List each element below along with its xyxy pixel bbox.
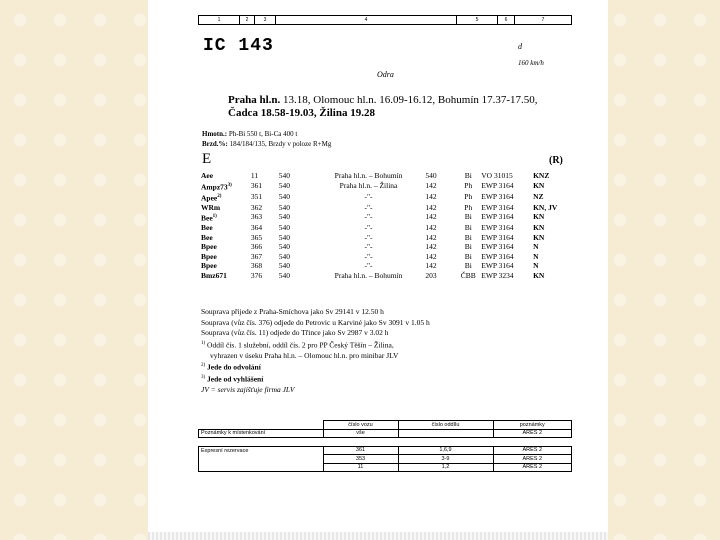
consist-to: Bi [464, 212, 472, 221]
consist-number: 11 [250, 171, 259, 180]
table-header: číslo vozu [323, 421, 398, 430]
table-row [201, 233, 573, 243]
consist-to: Bi [464, 223, 472, 232]
train-name: Odra [377, 70, 394, 79]
consist-number: 361 [250, 180, 263, 190]
consist-number: 363 [250, 212, 263, 221]
note-line: JV = servis zajišťuje firma JLV [201, 385, 295, 394]
table-cell [199, 421, 324, 430]
consist-sign: NZ [533, 191, 544, 201]
consist-number: 365 [250, 232, 263, 242]
table-row [201, 212, 573, 223]
consist-vo: EWP 3164 [481, 212, 514, 221]
consist-line2: 142 [425, 232, 437, 242]
consist-line: 540 [278, 232, 291, 242]
consist-type-label: Bmz671 [201, 270, 227, 280]
column-header: 2 [240, 16, 255, 24]
consist-line2: 142 [425, 223, 437, 232]
table-row [201, 242, 573, 252]
consist-line: 540 [278, 202, 291, 212]
table-cell [398, 438, 493, 447]
table-cell: 1,2 [398, 463, 493, 472]
consist-sign: N [533, 261, 539, 270]
consist-line2: 142 [425, 191, 437, 201]
route-line-2 [228, 107, 568, 120]
table-cell: ARES 2 [493, 429, 572, 438]
e-mark: E [202, 151, 212, 167]
table-cell [199, 438, 324, 447]
note-marker: 3) [201, 375, 206, 380]
consist-type [201, 233, 251, 243]
column-header: 1 [199, 16, 240, 24]
consist-type [201, 181, 251, 192]
table-row [201, 203, 573, 213]
note-line: vyhrazen v úseku Praha hl.n. – Olomouc hl.n. pro minibar JLV [210, 350, 399, 360]
consist-type-label: WRm [201, 202, 221, 212]
consist-type-label: Apee [201, 193, 218, 202]
bottom-strip [148, 532, 608, 540]
table-cell [199, 463, 324, 472]
consist-to: Ph [464, 202, 473, 212]
consist-type-marker: 3) [227, 182, 232, 188]
table-row [201, 223, 573, 233]
consist-type-label: Aee [201, 171, 214, 180]
table-cell [323, 438, 398, 447]
brake-label: Brzd.%: [202, 140, 228, 148]
brake-line [202, 139, 331, 149]
consist-route: -"- [364, 261, 373, 270]
column-header: 4 [276, 16, 457, 24]
consist-route: -"- [364, 223, 373, 232]
consist-type [201, 192, 251, 203]
consist-number: 351 [250, 191, 263, 201]
consist-vo: EWP 3164 [481, 223, 514, 232]
train-speed: 160 km/h [518, 59, 544, 67]
route-stops: 13.18, Olomouc hl.n. 16.09-16.12, Bohumín 17.37-17.50, [283, 94, 538, 106]
consist-line: 540 [278, 191, 291, 201]
table-cell: vše [323, 429, 398, 438]
consist-to: Bi [464, 171, 472, 180]
consist-line2: 142 [425, 202, 437, 212]
note-line: Souprava přijede z Praha-Smíchova jako Sv 29141 v 12.50 h [201, 307, 384, 316]
note-line: Souprava (vůz čís. 11) odjede do Třince jako Sv 2987 v 3.02 h [201, 328, 389, 337]
consist-sign: N [533, 251, 539, 261]
consist-type-marker: 1) [212, 214, 217, 219]
consist-sign: N [533, 242, 539, 251]
consist-line: 540 [278, 270, 291, 280]
consist-line: 540 [278, 212, 291, 221]
column-header: 7 [541, 17, 545, 23]
note-marker: 1) [201, 340, 206, 346]
column-header-table [198, 15, 572, 25]
mass-line [202, 129, 331, 139]
consist-sign: KN [533, 270, 545, 280]
table-row [201, 271, 573, 281]
table-row [201, 261, 573, 271]
consist-route: Praha hl.n. – Žilina [339, 180, 398, 190]
consist-route: -"- [364, 191, 373, 201]
table-cell: ARES 2 [493, 463, 572, 472]
train-category: d [518, 42, 522, 51]
consist-line: 540 [278, 242, 291, 251]
consist-to: Bi [464, 232, 472, 242]
table-row [199, 463, 572, 472]
consist-route: Praha hl.n. – Bohumín [334, 171, 403, 180]
consist-sign: KN [533, 212, 545, 221]
consist-number: 362 [250, 202, 263, 212]
table-row [201, 252, 573, 262]
consist-vo: EWP 3234 [481, 270, 514, 280]
consist-route: -"- [364, 232, 373, 242]
train-title: IC 143 [203, 36, 274, 56]
notes-block [201, 307, 573, 396]
consist-number: 368 [250, 261, 263, 270]
table-cell: 361 [323, 446, 398, 455]
consist-type [201, 271, 251, 281]
consist-type-label: Bpee [201, 242, 217, 251]
consist-route: -"- [364, 212, 373, 221]
consist-type-label: Bpee [201, 261, 217, 270]
table-cell [199, 455, 324, 464]
brake-value: 184/184/135, Brzdy v poloze R+Mg [229, 140, 332, 148]
consist-sign: KN, JV [533, 202, 558, 212]
table-cell: ARES 2 [493, 446, 572, 455]
consist-type [201, 223, 251, 233]
consist-to: Bi [464, 251, 472, 261]
consist-vo: EWP 3164 [481, 202, 514, 212]
consist-type [201, 252, 251, 262]
consist-number: 366 [250, 242, 263, 251]
consist-vo: EWP 3164 [481, 261, 514, 270]
consist-vo: EWP 3164 [481, 180, 514, 190]
consist-type [201, 171, 251, 181]
table-cell: ARES 2 [493, 455, 572, 464]
consist-line2: 142 [425, 261, 437, 270]
consist-to: Ph [464, 191, 473, 201]
table-header: poznámky [493, 421, 572, 430]
table-row [199, 421, 572, 430]
consist-type-marker: 2) [217, 193, 222, 199]
table-row [201, 171, 573, 181]
table-cell [493, 438, 572, 447]
consist-type-label: Bpee [201, 251, 217, 261]
consist-route: -"- [364, 242, 373, 251]
table-row [199, 429, 572, 438]
table-cell [398, 429, 493, 438]
table-cell: Poznámky k místenkování [199, 429, 324, 438]
consist-sign: KN [533, 232, 545, 242]
note-line: Souprava (vůz čís. 376) odjede do Petrovic u Karviné jako Sv 3091 v 1.05 h [201, 317, 430, 327]
consist-line2: 142 [425, 180, 437, 190]
table-row [201, 181, 573, 192]
consist-vo: EWP 3164 [481, 232, 514, 242]
note-text: Oddíl čís. 1 služební, oddíl čís. 2 pro PP Český Těšín – Žilina, [207, 340, 394, 349]
note-line [201, 373, 573, 385]
consist-type-label: Bee [201, 223, 213, 232]
consist-vo: EWP 3164 [481, 242, 514, 251]
mass-value: Ph-Bi 550 t, Bi-Ca 400 t [228, 130, 298, 138]
mass-brake-block [202, 129, 331, 149]
consist-type [201, 242, 251, 252]
mass-label: Hmotn.: [202, 130, 228, 138]
consist-line2: 142 [425, 242, 437, 251]
consist-table [201, 171, 573, 280]
consist-line2: 142 [425, 212, 437, 221]
consist-line: 540 [278, 180, 291, 190]
column-header: 3 [255, 16, 276, 24]
consist-line: 540 [278, 223, 291, 232]
note-text: Jede do odvolání [207, 362, 261, 372]
table-row [199, 455, 572, 464]
consist-route: -"- [364, 202, 373, 212]
consist-line: 540 [278, 251, 291, 261]
route-origin: Praha hl.n. [228, 94, 281, 106]
reservation-table [198, 420, 572, 472]
route-destination: Čadca 18.58-19.03, Žilina 19.28 [228, 107, 375, 119]
consist-line: 540 [278, 261, 291, 270]
table-header: číslo oddílu [398, 421, 493, 430]
consist-line2: 203 [425, 270, 437, 280]
r-mark: (R) [549, 155, 563, 166]
consist-type [201, 261, 251, 271]
table-cell: 3-9 [398, 455, 493, 464]
column-header: 6 [498, 16, 515, 24]
consist-to: Ph [464, 180, 473, 190]
consist-to: Bi [464, 261, 472, 270]
route-line-1 [228, 94, 568, 107]
consist-vo: VO 31015 [481, 171, 513, 180]
consist-type-label: Bee [201, 232, 213, 242]
consist-type-label: Ampz73 [201, 182, 228, 191]
consist-route: Praha hl.n. – Bohumín [334, 270, 403, 280]
consist-type [201, 203, 251, 213]
table-cell: Expresní rezervace [199, 446, 324, 455]
consist-sign: KNZ [533, 171, 550, 180]
table-cell: 11 [323, 463, 398, 472]
consist-vo: EWP 3164 [481, 191, 514, 201]
table-row [201, 192, 573, 203]
consist-to: Bi [464, 242, 472, 251]
table-row [199, 446, 572, 455]
consist-line2: 142 [425, 251, 437, 261]
table-cell: 1,6,9 [398, 446, 493, 455]
consist-type [201, 212, 251, 223]
route-block [228, 94, 568, 120]
column-header: 5 [457, 16, 498, 24]
consist-route: -"- [364, 251, 373, 261]
note-text: Jede od vyhlášení [207, 374, 264, 384]
consist-number: 364 [250, 223, 263, 232]
consist-sign: KN [533, 223, 545, 232]
table-cell: 353 [323, 455, 398, 464]
note-marker: 2) [201, 363, 206, 368]
table-row [199, 438, 572, 447]
note-line [201, 361, 573, 373]
note-line [201, 339, 573, 351]
consist-number: 367 [250, 251, 263, 261]
consist-vo: EWP 3164 [481, 251, 514, 261]
consist-line2: 540 [425, 171, 437, 180]
consist-to: ČBB [460, 270, 476, 280]
consist-type-label: Bee [201, 213, 213, 223]
consist-number: 376 [250, 270, 263, 280]
consist-sign: KN [533, 180, 545, 190]
consist-line: 540 [278, 171, 291, 180]
